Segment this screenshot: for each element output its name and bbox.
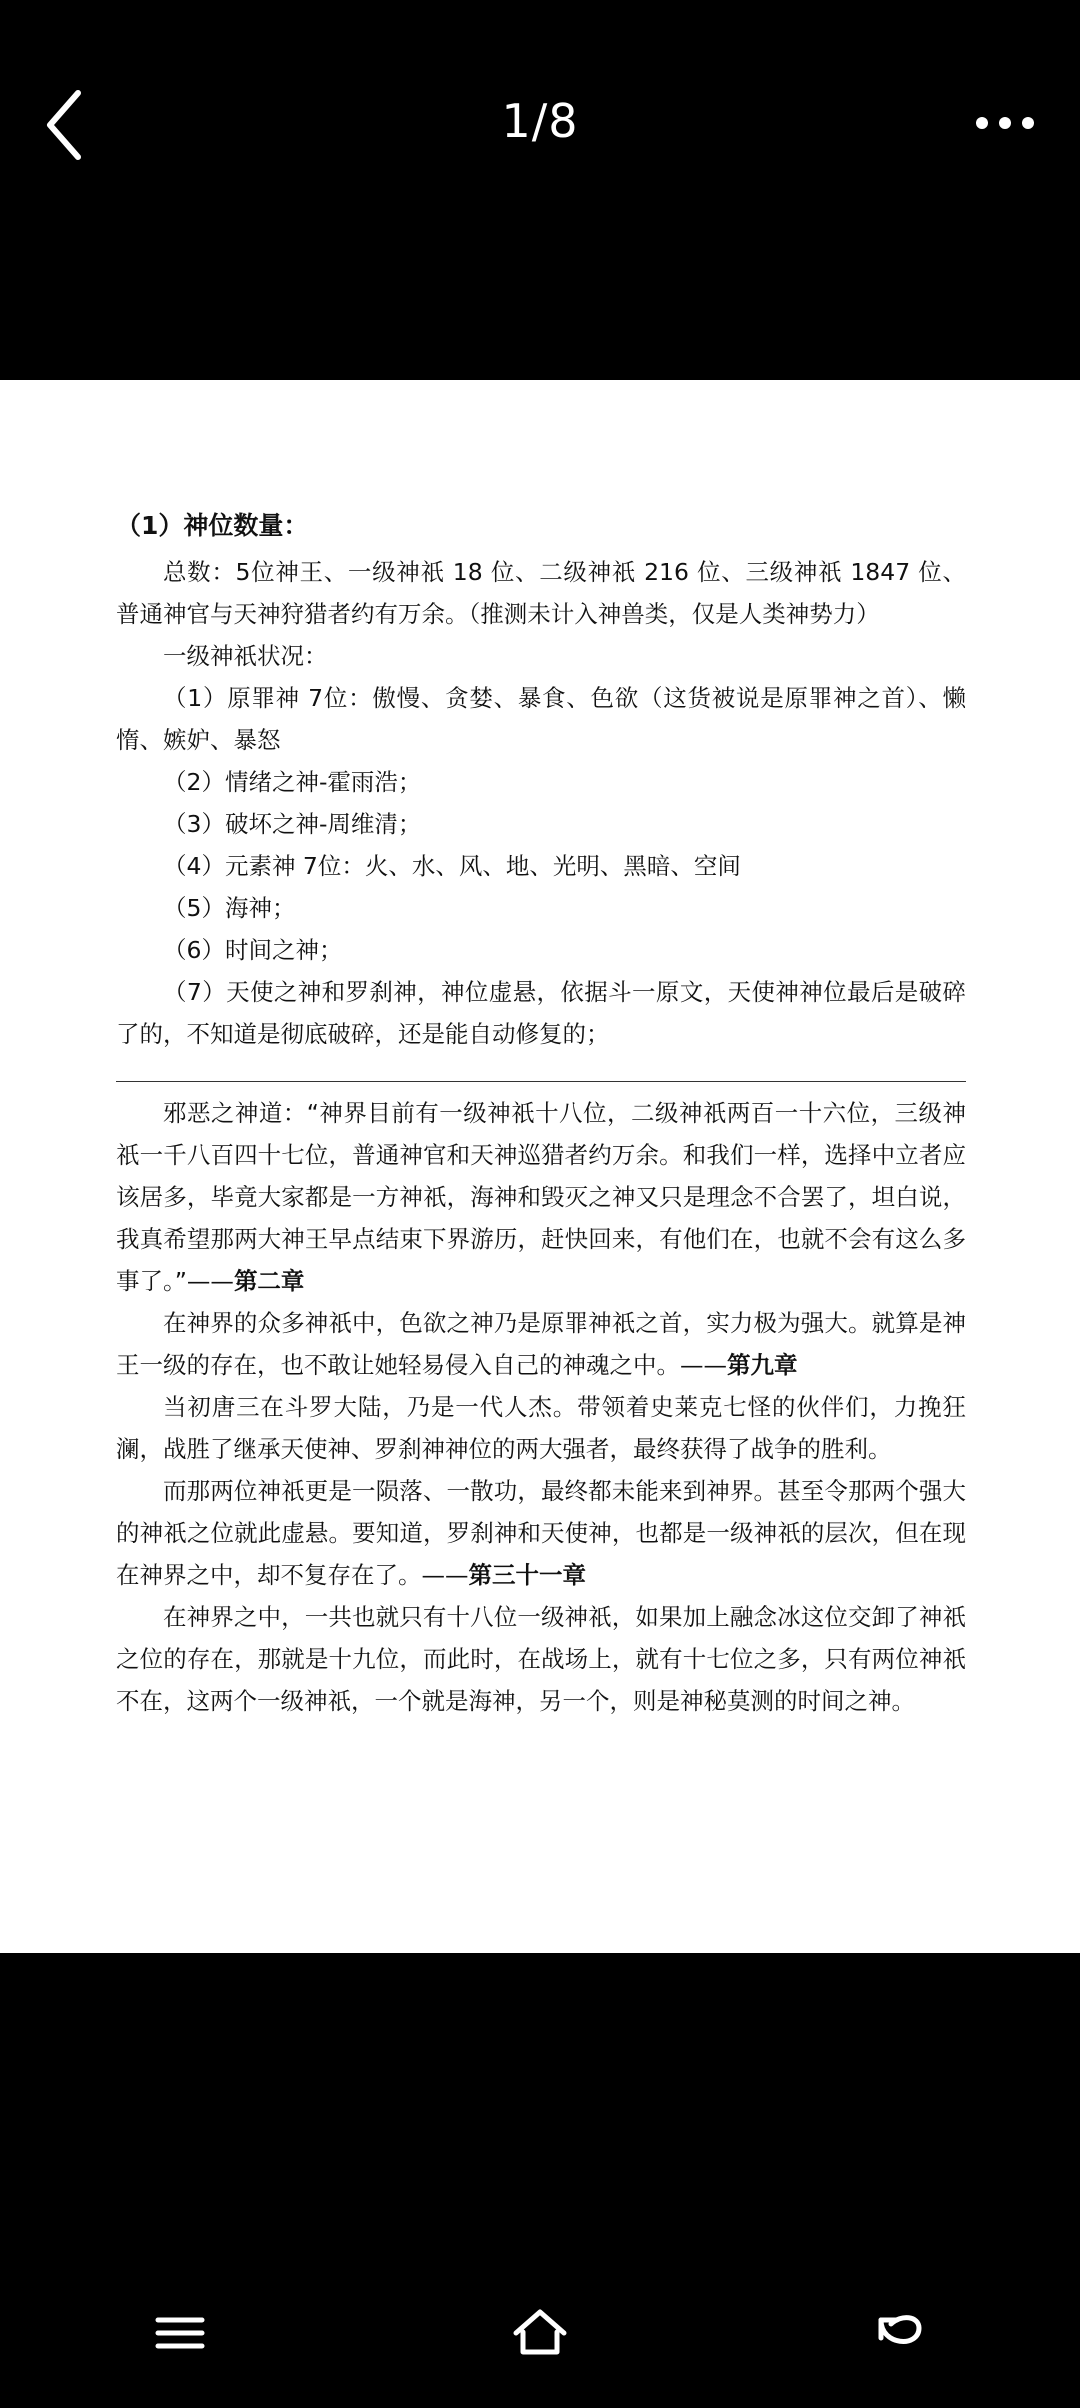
document-title: （1）神位数量： <box>116 511 309 540</box>
document-paragraph: （6）时间之神； <box>163 936 343 964</box>
system-navigation-bar <box>0 2258 1080 2408</box>
bottom-area <box>0 1953 1080 2408</box>
document-paragraph: 一级神祇状况： <box>163 642 328 670</box>
more-options-icon-dot2 <box>999 117 1011 129</box>
home-button[interactable] <box>470 2283 610 2383</box>
quote-text: 在神界之中，一共也就只有十八位一级神祇，如果加上融念冰这位交卸了神祇之位的存在，那就是十九位，而此时，在战场上，就有十七位之多，只有两位神祇不在，这两个一级神祇，一个就是海神，另一个，则是神秘莫测的时间之神。 <box>116 1603 966 1715</box>
quote-text: 在神界的众多神祇中，色欲之神乃是原罪神祇之首，实力极为强大。就算是神王一级的存在，也不敢让她轻易侵入自己的神魂之中。—— <box>116 1309 966 1379</box>
back-navigation-button[interactable] <box>830 2283 970 2383</box>
quote-block <box>116 1092 966 1722</box>
section-divider <box>116 1081 966 1082</box>
quote-paragraph <box>116 1302 966 1386</box>
quote-text: 邪恶之神道：“神界目前有一级神祇十八位，二级神祇两百一十六位，三级神祇一千八百四十七位，普通神官和天神巡猎者约万余。和我们一样，选择中立者应该居多，毕竟大家都是一方神祇，海神和毁灭之神又只是理念不合罢了，坦白说，我真希望那两大神王早点结束下界游历，赶快回来，有他们在，也就不会有这么多事了。”—— <box>116 1099 966 1295</box>
quote-paragraph <box>116 1386 966 1470</box>
document-paragraph: （2）情绪之神-霍雨浩； <box>163 768 422 796</box>
more-options-icon-dot3 <box>1022 117 1034 129</box>
document-paragraph: （3）破坏之神-周维清； <box>163 810 422 838</box>
document-paragraph: （1）原罪神 7位：傲慢、贪婪、暴食、色欲（这货被说是原罪神之首）、懒惰、嫉妒、暴怒 <box>116 684 966 754</box>
menu-icon <box>153 2311 207 2355</box>
quote-source: 第二章 <box>233 1267 305 1295</box>
quote-source: 第九章 <box>727 1351 798 1379</box>
quote-paragraph <box>116 1092 966 1302</box>
document-paragraph: （5）海神； <box>163 894 296 922</box>
quote-paragraph <box>116 1470 966 1596</box>
top-bar <box>0 0 1080 380</box>
document-paragraph: 总数：5位神王、一级神祇 18 位、二级神祇 216 位、三级神祇 1847 位、普通神官与天神狩猎者约有万余。（推测未计入神兽类，仅是人类神势力） <box>116 558 966 628</box>
more-options-button[interactable] <box>960 98 1050 148</box>
quote-paragraph <box>116 1596 966 1722</box>
back-arrow-icon <box>871 2308 929 2358</box>
document-paragraph: （7）天使之神和罗刹神，神位虚悬，依据斗一原文，天使神神位最后是破碎了的，不知道是彻底破碎，还是能自动修复的； <box>116 978 966 1048</box>
quote-source: 第三十一章 <box>468 1561 586 1589</box>
home-icon <box>510 2307 570 2359</box>
quote-text: 而那两位神祇更是一陨落、一散功，最终都未能来到神界。甚至令那两个强大的神祇之位就此虚悬。要知道，罗刹神和天使神，也都是一级神祇的层次，但在现在神界之中，却不复存在了。—— <box>116 1477 966 1589</box>
document-page[interactable] <box>0 380 1080 1953</box>
recent-apps-button[interactable] <box>110 2283 250 2383</box>
page-indicator: 1/8 <box>501 94 579 148</box>
more-options-icon <box>976 117 988 129</box>
quote-text: 当初唐三在斗罗大陆，乃是一代人杰。带领着史莱克七怪的伙伴们，力挽狂澜，战胜了继承天使神、罗刹神神位的两大强者，最终获得了战争的胜利。 <box>116 1393 966 1463</box>
document-content <box>116 505 966 1722</box>
document-paragraph: （4）元素神 7位：火、水、风、地、光明、黑暗、空间 <box>163 852 741 880</box>
